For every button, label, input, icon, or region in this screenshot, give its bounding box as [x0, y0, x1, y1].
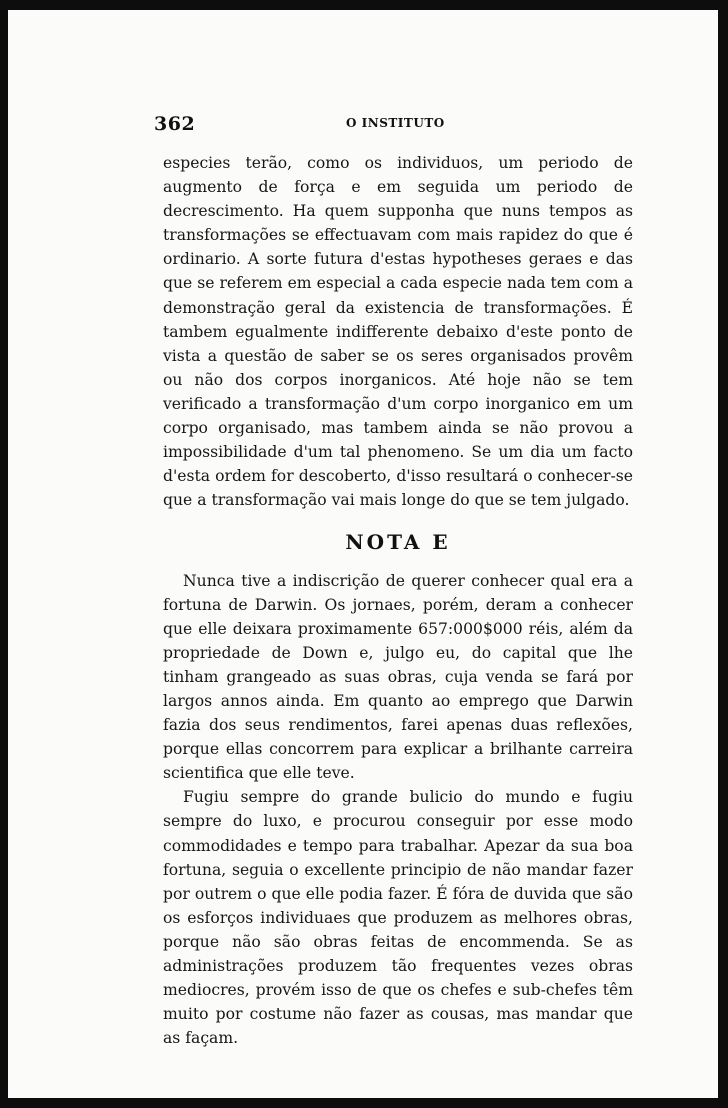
section-heading: NOTA E [345, 530, 451, 555]
paragraph: Nunca tive a indiscrição de querer conhecer qual era a fortuna de Darwin. Os jornaes, porém, deram a conhecer que elle deixara proximamente 657:000$000 réis, além da propriedade de Down e, julgo eu, do capital que lhe tinham grangeado as suas obras, cuja venda se fará por largos annos ainda. Em quanto ao emprego que Darwin fazia dos seus rendimentos, farei apenas duas reflexões, porque ellas concorrem para explicar a brilhante carreira scientifica que elle teve. [163, 571, 633, 783]
page-number: 362 [154, 113, 196, 135]
paragraph: Fugiu sempre do grande bulicio do mundo e fugiu sempre do luxo, e procurou conseguir por esse modo commodidades e tempo para trabalhar. Apezar da sua boa fortuna, seguia o excellente principio de não mandar fazer por outrem o que elle podia fazer. É fóra de duvida que são os esforços individuaes que produzem as melhores obras, porque não são obras feitas de encommenda. Se as administrações produzem tão frequentes vezes obras mediocres, provém isso de que os chefes e sub-chefes têm muito por costume não fazer as cousas, mas mandar que as façam. [163, 788, 633, 1048]
scanned-page [8, 10, 718, 1098]
body-text [163, 151, 633, 1050]
paragraph-continuation: especies terão, como os individuos, um periodo de augmento de força e em seguida um periodo de decrescimento. Ha quem supponha que nuns tempos as transformações se effectuavam com mais rapidez do que é ordinario. A sorte futura d'estas hypotheses geraes e das que se referem em especial a cada especie nada tem com a demonstração geral da existencia de transformações. É tambem egualmente indifferente debaixo d'este ponto de vista a questão de saber se os seres organisados provêm ou não dos corpos inorganicos. Até hoje não se tem verificado a transformação d'um corpo inorganico em um corpo organisado, mas tambem ainda se não provou a impossibilidade d'um tal phenomeno. Se um dia um facto d'esta ordem for descoberto, d'isso resultará o conhecer-se que a transformação vai mais longe do que se tem julgado. [163, 154, 633, 510]
page-header [8, 113, 718, 137]
running-title: O INSTITUTO [346, 116, 445, 130]
